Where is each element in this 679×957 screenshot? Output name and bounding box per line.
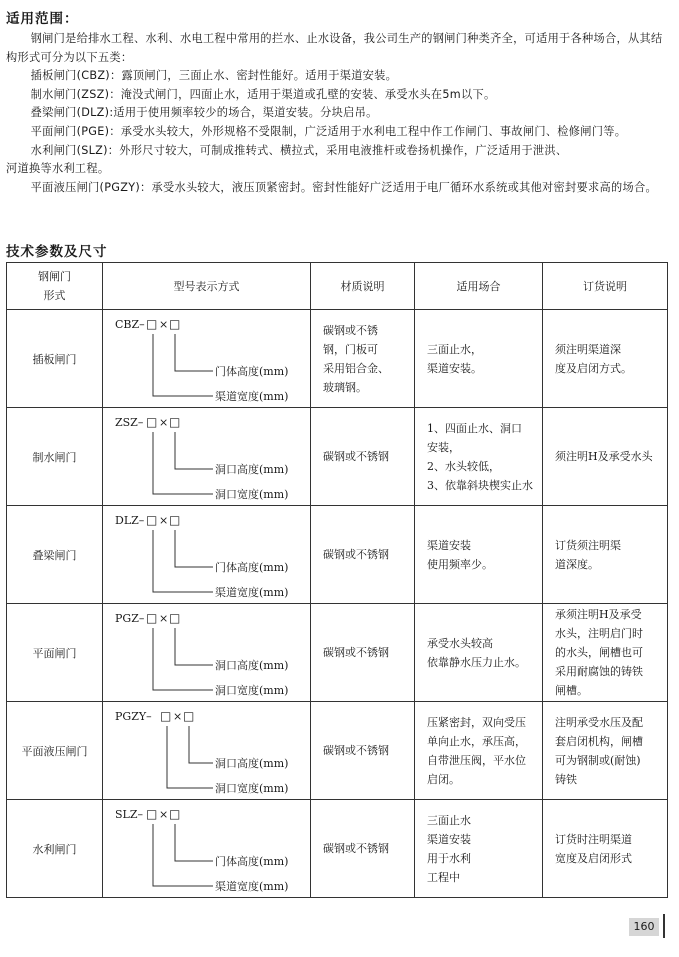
table-row — [7, 310, 668, 408]
height-box: □ — [146, 513, 158, 527]
intro-text — [6, 30, 672, 197]
width-box: □ — [169, 317, 181, 331]
page-number-bar — [663, 914, 665, 938]
dimension-label-1: 洞口高度(mm) — [215, 659, 289, 672]
section-title-params: 技术参数及尺寸 — [6, 244, 108, 260]
leader-line-1 — [175, 628, 213, 665]
leader-line-2 — [153, 432, 213, 494]
times-sign: × — [159, 318, 169, 331]
width-box: □ — [169, 415, 181, 429]
dimension-label-2: 洞口宽度(mm) — [215, 684, 289, 697]
dimension-label-2: 渠道宽度(mm) — [215, 390, 289, 403]
page-number: 160 — [629, 918, 659, 936]
model-code: CBZ– — [115, 318, 145, 331]
model-diagram — [103, 310, 311, 408]
leader-line-1 — [189, 726, 213, 763]
dimension-label-1: 洞口高度(mm) — [215, 757, 289, 770]
dimension-label-1: 洞口高度(mm) — [215, 463, 289, 476]
gate-name: 平面闸门 — [7, 604, 103, 702]
material-cell: 碳钢或不锈钢 — [311, 702, 415, 800]
dimension-label-2: 渠道宽度(mm) — [215, 586, 289, 599]
model-code: PGZ– — [115, 612, 145, 625]
model-diagram — [103, 408, 311, 506]
leader-line-2 — [167, 726, 213, 788]
model-diagram — [103, 604, 311, 702]
order-cell: 须注明H及承受水头 — [543, 408, 668, 506]
times-sign: × — [159, 416, 169, 429]
height-box: □ — [146, 807, 158, 821]
order-cell: 承须注明H及承受 水头，注明启门时 的水头，闸槽也可 采用耐腐蚀的铸铁 闸槽。 — [543, 604, 668, 702]
dimension-label-2: 洞口宽度(mm) — [215, 782, 289, 795]
intro-paragraph: 平面闸门(PGE)：承受水头较大，外形规格不受限制，广泛适用于水利电工程中作工作闸门、事故闸门、检修闸门等。 — [30, 124, 627, 138]
leader-line-2 — [153, 628, 213, 690]
order-cell: 订货时注明渠道 宽度及启闭形式 — [543, 800, 668, 898]
leader-line-2 — [153, 824, 213, 886]
table-row — [7, 604, 668, 702]
usage-cell: 1、四面止水、洞口 安装， 2、水头较低， 3、依靠斜块楔实止水 — [415, 408, 543, 506]
intro-paragraph: 插板闸门(CBZ)：露顶闸门，三面止水、密封性能好。适用于渠道安装。 — [30, 69, 398, 83]
height-box: □ — [146, 415, 158, 429]
gate-name: 水利闸门 — [7, 800, 103, 898]
gate-name: 平面液压闸门 — [7, 702, 103, 800]
header-material: 材质说明 — [311, 263, 415, 310]
material-cell: 碳钢或不锈钢 — [311, 408, 415, 506]
header-usage: 适用场合 — [415, 263, 543, 310]
header-model-format: 型号表示方式 — [103, 263, 311, 310]
times-sign: × — [159, 514, 169, 527]
intro-paragraph: 平面液压闸门(PGZY)：承受水头较大，液压顶紧密封。密封性能好广泛适用于电厂循环水系统或其他对密封要求高的场合。 — [30, 180, 657, 194]
dimension-label-1: 门体高度(mm) — [215, 855, 289, 868]
usage-cell: 压紧密封，双向受压 单向止水，承压高， 自带泄压阀，平水位 启闭。 — [415, 702, 543, 800]
intro-paragraph: 叠梁闸门(DLZ):适用于使用频率较少的场合，渠道安装。分块启吊。 — [30, 106, 378, 120]
intro-paragraph: 河道换等水利工程。 — [6, 162, 110, 176]
gate-name: 制水闸门 — [7, 408, 103, 506]
gate-spec-table — [6, 262, 668, 898]
material-cell: 碳钢或不锈钢 — [311, 800, 415, 898]
model-code: DLZ– — [115, 514, 145, 527]
table-row — [7, 702, 668, 800]
dimension-label-2: 洞口宽度(mm) — [215, 488, 289, 501]
leader-line-2 — [153, 530, 213, 592]
table-header-row — [7, 263, 668, 310]
width-box: □ — [169, 807, 181, 821]
material-cell: 碳钢或不锈钢 — [311, 506, 415, 604]
width-box: □ — [183, 709, 195, 723]
usage-cell: 三面止水， 渠道安装。 — [415, 310, 543, 408]
height-box: □ — [146, 317, 158, 331]
section-title-scope: 适用范围： — [6, 11, 79, 27]
table-row — [7, 408, 668, 506]
model-diagram — [103, 702, 311, 800]
height-box: □ — [146, 611, 158, 625]
header-order-notes: 订货说明 — [543, 263, 668, 310]
times-sign: × — [159, 808, 169, 821]
intro-paragraph: 钢闸门是给排水工程、水利、水电工程中常用的拦水、止水设备，我公司生产的钢闸门种类齐全，可适用于各种场合，从其结构形式可分为以下五类： — [6, 32, 663, 64]
usage-cell: 渠道安装 使用频率少。 — [415, 506, 543, 604]
intro-paragraph: 水利闸门(SLZ)：外形尺寸较大，可制成推转式、横拉式，采用电液推杆或卷扬机操作，广泛适用于泄洪、 — [30, 143, 568, 157]
leader-line-1 — [175, 432, 213, 469]
leader-line-1 — [175, 334, 213, 371]
table-row — [7, 800, 668, 898]
order-cell: 注明承受水压及配 套启闭机构，闸槽 可为钢制或(耐蚀) 铸铁 — [543, 702, 668, 800]
table-row — [7, 506, 668, 604]
dimension-label-1: 门体高度(mm) — [215, 365, 289, 378]
width-box: □ — [169, 611, 181, 625]
order-cell: 须注明渠道深 度及启闭方式。 — [543, 310, 668, 408]
dimension-label-1: 门体高度(mm) — [215, 561, 289, 574]
usage-cell: 三面止水 渠道安装 用于水利 工程中 — [415, 800, 543, 898]
intro-paragraph: 制水闸门(ZSZ)：淹没式闸门，四面止水，适用于渠道或孔壁的安装、承受水头在5m以下。 — [30, 87, 496, 101]
gate-name: 插板闸门 — [7, 310, 103, 408]
times-sign: × — [159, 612, 169, 625]
model-diagram — [103, 800, 311, 898]
width-box: □ — [169, 513, 181, 527]
gate-name: 叠梁闸门 — [7, 506, 103, 604]
times-sign: × — [173, 710, 183, 723]
model-code: SLZ– — [115, 808, 143, 821]
model-code: ZSZ– — [115, 416, 144, 429]
usage-cell: 承受水头较高 依靠静水压力止水。 — [415, 604, 543, 702]
model-diagram — [103, 506, 311, 604]
order-cell: 订货须注明渠 道深度。 — [543, 506, 668, 604]
leader-line-1 — [175, 530, 213, 567]
leader-line-2 — [153, 334, 213, 396]
model-code: PGZY– — [115, 710, 152, 723]
header-gate-type: 钢闸门 形式 — [7, 263, 103, 310]
height-box: □ — [160, 709, 172, 723]
dimension-label-2: 渠道宽度(mm) — [215, 880, 289, 893]
leader-line-1 — [175, 824, 213, 861]
material-cell: 碳钢或不锈 钢，门板可 采用铝合金、 玻璃钢。 — [311, 310, 415, 408]
material-cell: 碳钢或不锈钢 — [311, 604, 415, 702]
